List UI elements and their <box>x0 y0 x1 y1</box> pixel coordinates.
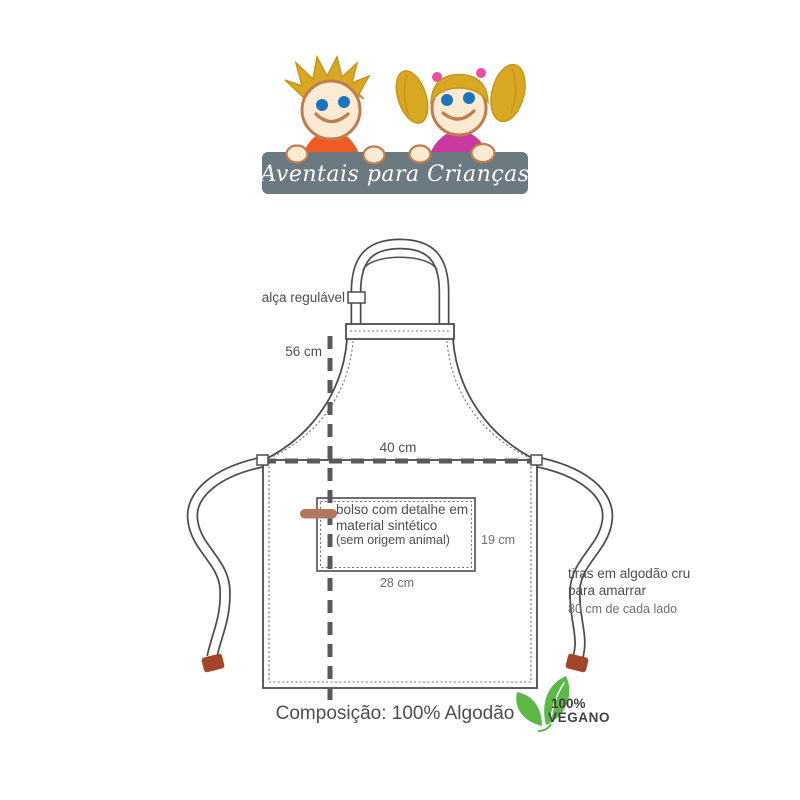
banner-title: Aventais para Crianças <box>260 161 530 187</box>
right-tie-tip <box>565 653 589 673</box>
pocket-description-line3: (sem origem animal) <box>336 533 450 547</box>
pocket-description-line1: bolso com detalhe em <box>336 502 469 517</box>
boy-head <box>302 81 360 139</box>
ties-description-line2: para amarrar <box>568 582 647 598</box>
apron-diagram <box>192 244 607 700</box>
apron-body <box>263 460 537 688</box>
strap-fold-line <box>363 257 437 270</box>
composition-label: Composição: 100% Algodão <box>275 703 515 724</box>
ties-size-note: 80 cm de cada lado <box>568 602 678 616</box>
neck-strap <box>356 244 444 330</box>
pocket-description-line2: material sintético <box>336 517 438 533</box>
strap-adjuster <box>348 292 365 303</box>
girl-left-eye <box>441 94 453 106</box>
pocket-width-label: 28 cm <box>379 576 415 590</box>
vegan-percent-label: 100% <box>551 696 586 711</box>
bib-height-label: 56 cm <box>285 344 322 359</box>
left-tie-tip <box>201 653 225 673</box>
pocket-height-label: 19 cm <box>481 533 516 547</box>
left-tie-attachment <box>257 455 268 465</box>
ties-description-line1: tiras em algodão cru <box>568 566 691 581</box>
pocket-detail-strip <box>300 509 337 519</box>
girl-right-eye <box>463 92 475 104</box>
boy-right-eye <box>338 96 350 108</box>
vegan-name-label: VEGANO <box>548 710 611 725</box>
pocket-description <box>336 502 478 548</box>
ties-description <box>568 566 718 599</box>
waist-width-label: 40 cm <box>379 440 417 455</box>
bib-right-edge <box>453 339 536 460</box>
boy-left-eye <box>316 99 328 111</box>
left-waist-tie <box>192 461 268 673</box>
right-tie-attachment <box>531 455 542 465</box>
girl-right-hairtie <box>476 68 486 78</box>
bib-right-stitching <box>447 341 528 457</box>
girl-right-pigtail <box>485 61 530 125</box>
strap-label: alça regulável <box>261 290 345 305</box>
girl-left-pigtail <box>390 67 433 127</box>
